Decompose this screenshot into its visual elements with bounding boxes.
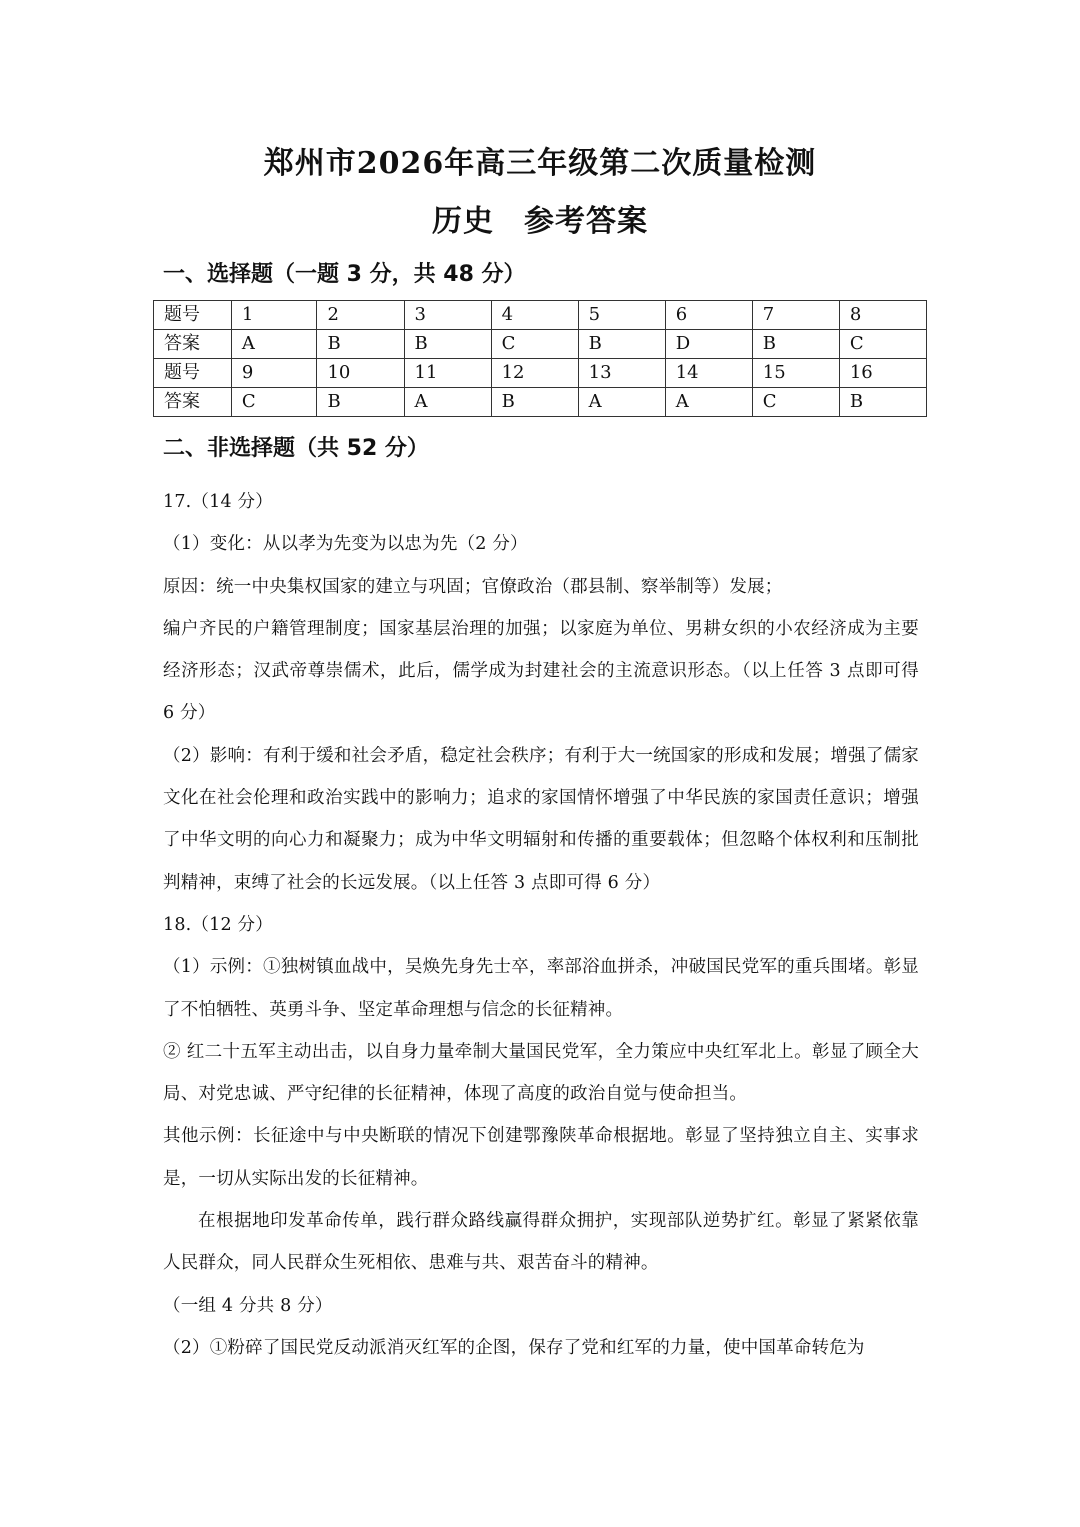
document-title: 郑州市2026年高三年级第二次质量检测 bbox=[263, 146, 817, 181]
q18-part1-other-example: 其他示例：长征途中与中央断联的情况下创建鄂豫陕革命根据地。彰显了坚持独立自主、实事求是，一切从实际出发的长征精神。 bbox=[163, 1126, 919, 1189]
q18-part1-example1: （1）示例：①独树镇血战中，吴焕先身先士卒，率部浴血拼杀，冲破国民党军的重兵围堵。彰显了不怕牺牲、英勇斗争、坚定革命理想与信念的长征精神。 bbox=[163, 957, 919, 1020]
table-cell: 3 bbox=[404, 301, 491, 330]
table-cell: B bbox=[404, 330, 491, 359]
table-cell: 13 bbox=[578, 359, 665, 388]
table-cell: C bbox=[491, 330, 578, 359]
table-row bbox=[154, 330, 927, 359]
table-cell: 15 bbox=[752, 359, 839, 388]
table-cell: 6 bbox=[665, 301, 752, 330]
table-cell: 16 bbox=[839, 359, 926, 388]
section1-heading: 一、选择题（一题 3 分，共 48 分） bbox=[163, 262, 526, 287]
q17-part1-change: （1）变化：从以孝为先变为以忠为先（2 分） bbox=[163, 534, 528, 555]
table-cell: 11 bbox=[404, 359, 491, 388]
table-cell: 10 bbox=[317, 359, 404, 388]
q17-part1-reason-cont: 编户齐民的户籍管理制度；国家基层治理的加强；以家庭为单位、男耕女织的小农经济成为主要经济形态；汉武帝尊崇儒术，此后，儒学成为封建社会的主流意识形态。（以上任答 3 点即可得 6 分） bbox=[163, 618, 919, 724]
section2-heading: 二、非选择题（共 52 分） bbox=[163, 436, 429, 461]
table-cell: A bbox=[231, 330, 317, 359]
row-label: 答案 bbox=[154, 388, 232, 417]
table-cell: A bbox=[404, 388, 491, 417]
question-18-header: 18.（12 分） bbox=[163, 914, 273, 935]
document-subtitle bbox=[0, 196, 1080, 240]
q18-part1-other-example-cont: 在根据地印发革命传单，践行群众路线赢得群众拥护，实现部队逆势扩红。彰显了紧紧依靠人民群众，同人民群众生死相依、患难与共、艰苦奋斗的精神。 bbox=[163, 1211, 919, 1274]
table-cell: 9 bbox=[231, 359, 317, 388]
answer-body bbox=[163, 481, 919, 1369]
table-cell: 5 bbox=[578, 301, 665, 330]
table-cell: 14 bbox=[665, 359, 752, 388]
row-label: 答案 bbox=[154, 330, 232, 359]
row-label: 题号 bbox=[154, 301, 232, 330]
q17-part2-impact: （2）影响：有利于缓和社会矛盾，稳定社会秩序；有利于大一统国家的形成和发展；增强了儒家文化在社会伦理和政治实践中的影响力；追求的家国情怀增强了中华民族的家国责任意识；增强了中华文明的向心力和凝聚力；成为中华文明辐射和传播的重要载体；但忽略个体权利和压制批判精神，束缚了社会的长远发展。（以上任答 3 点即可得 6 分） bbox=[163, 745, 919, 893]
table-cell: B bbox=[578, 330, 665, 359]
table-cell: C bbox=[752, 388, 839, 417]
table-row bbox=[154, 359, 927, 388]
q17-part1-reason: 原因：统一中央集权国家的建立与巩固；官僚政治（郡县制、察举制等）发展； bbox=[163, 576, 783, 597]
table-row bbox=[154, 388, 927, 417]
table-cell: B bbox=[317, 388, 404, 417]
table-cell: 12 bbox=[491, 359, 578, 388]
table-cell: D bbox=[665, 330, 752, 359]
subject-label: 历史 bbox=[432, 204, 494, 239]
answer-table bbox=[153, 300, 927, 417]
table-row bbox=[154, 301, 927, 330]
table-cell: 8 bbox=[839, 301, 926, 330]
table-cell: B bbox=[839, 388, 926, 417]
q18-part2: （2）①粉碎了国民党反动派消灭红军的企图，保存了党和红军的力量，使中国革命转危为 bbox=[163, 1337, 865, 1358]
table-cell: A bbox=[665, 388, 752, 417]
table-cell: B bbox=[491, 388, 578, 417]
table-cell: 7 bbox=[752, 301, 839, 330]
question-17-header: 17.（14 分） bbox=[163, 492, 273, 512]
answer-label: 参考答案 bbox=[524, 204, 648, 239]
table-cell: B bbox=[317, 330, 404, 359]
table-cell: B bbox=[752, 330, 839, 359]
q18-part1-scoring: （一组 4 分共 8 分） bbox=[163, 1295, 333, 1316]
table-cell: C bbox=[839, 330, 926, 359]
table-cell: 1 bbox=[231, 301, 317, 330]
q18-part1-example2: ② 红二十五军主动出击，以自身力量牵制大量国民党军，全力策应中央红军北上。彰显了顾全大局、对党忠诚、严守纪律的长征精神，体现了高度的政治自觉与使命担当。 bbox=[163, 1041, 919, 1105]
table-cell: 4 bbox=[491, 301, 578, 330]
row-label: 题号 bbox=[154, 359, 232, 388]
table-cell: C bbox=[231, 388, 317, 417]
table-cell: A bbox=[578, 388, 665, 417]
table-cell: 2 bbox=[317, 301, 404, 330]
